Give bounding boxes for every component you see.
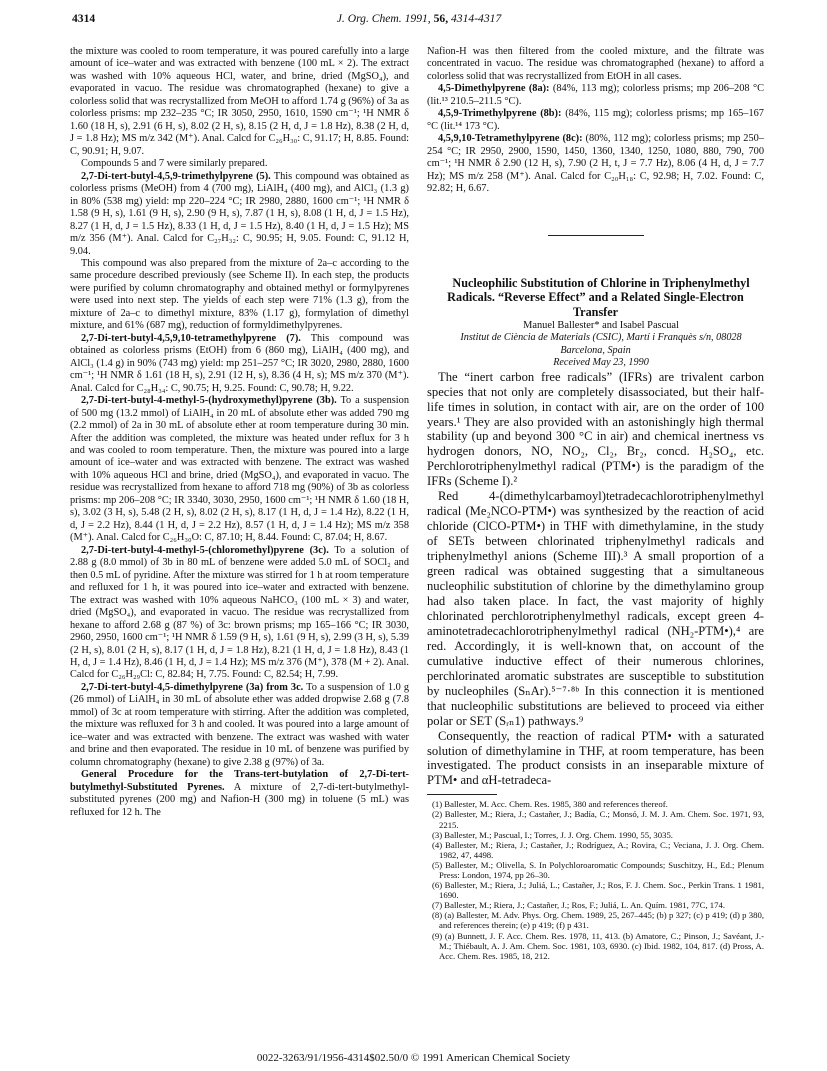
paragraph: 2,7-Di-tert-butyl-4,5,9,10-tetramethylpyrene (7). This compound was obtained as colorless prisms (EtOH) from 6 (860 mg), LiAlH₄ (400 mg), and AlCl₃ (1.4 g) in 90% (743 mg) yield: mp 251–257 °C; IR 3020, 2980, 2880, 1600 cm⁻¹; ¹H NMR δ 1.61 (18 H, s), 2.91 (12 H, s), 8.36 (4 H, s); MS m/z 370 (M⁺). Anal. Calcd for C₂₈H₃₄: C, 90.75; H, 9.25. Found: C, 90.78; H, 9.22. [70, 332, 410, 394]
running-header [72, 12, 766, 28]
journal-year: 1991, [404, 12, 431, 25]
compound-heading: 2,7-Di-tert-butyl-4,5,9,10-tetramethylpyrene (7). [81, 332, 301, 344]
article-authors: Manuel Ballester* and Isabel Pascual [523, 319, 679, 331]
left-column [70, 46, 409, 819]
paragraph: 4,5,9,10-Tetramethylpyrene (8c): (80%, 112 mg); colorless prisms; mp 250–254 °C; IR 2950, 2900, 1590, 1450, 1360, 1340, 1250, 1080, 880, 790, 700 cm⁻¹; ¹H NMR δ 2.90 (12 H, s), 7.90 (2 H, t, J = 7.7 Hz), 8.06 (4 H, d, J = 7.7 Hz); MS m/z 258 (M⁺). Anal. Calcd for C₂₀H₁₈: C, 92.98; H, 7.02. Found: C, 92.82; H, 6.67. [427, 133, 764, 195]
article-affiliation: Institut de Ciència de Materials (CSIC), Martí i Franquès s/n, 08028 Barcelona, Spain [460, 332, 742, 356]
paragraph: 4,5,9-Trimethylpyrene (8b): (84%, 115 mg); colorless prisms; mp 165–167 °C (lit.¹⁴ 173 °C). [427, 108, 764, 132]
paragraph: The “inert carbon free radicals” (IFRs) are trivalent carbon species that not only are completely disassociated, but their half-life times in solution, in contact with air, are on the order of 100 years.¹ They are also provided with an astonishingly high thermal stability (up and beyond 300 °C in air) and chemical inertness vs hydrogen donors, NO, NO₂, Cl₂, Br₂, concd. H₂SO₄, etc. Perchlorotriphenylmethyl radical (PTM•) is the paradigm of the IFRs (Scheme I).² [427, 369, 764, 489]
compound-heading: General Procedure for the Trans-tert-butylation of 2,7-Di-tert-butylmethyl-Substituted Pyrenes. [70, 769, 409, 793]
footnote: (1) Ballester, M. Acc. Chem. Res. 1985, 380 and references thereof. [432, 799, 668, 810]
compound-heading: 2,7-Di-tert-butyl-4,5,9-trimethylpyrene (5). [81, 170, 271, 182]
paragraph: 2,7-Di-tert-butyl-4-methyl-5-(hydroxymethyl)pyrene (3b). To a suspension of 500 mg (13.2 mmol) of LiAlH₄ in 20 mL of absolute ether was added 790 mg (2.2 mmol) of 2a in 30 mL of absolute ether at room temperature during 30 min. After the addition was completed, the mixture was heated under reflux for 3 h and was cooled to room temperature. Then, the mixture was poured into a large amount of ice–water and was extracted with benzene. The extract was washed with 10% aqueous HCl and brine, dried (MgSO₄), and evaporated in vacuo. The residue was recrystallized from hexane to afford 718 mg (90%) of 3b as colorless prisms: mp 206–208 °C; IR 3340, 3030, 2950, 1600 cm⁻¹; ¹H NMR δ 1.60 (18 H, s), 3.02 (3 H, s), 5.48 (2 H, s), 8.02 (2 H, s), 8.17 (1 H, d, J = 1.4 Hz), 8.22 (1 H, d, J = 2.2 Hz), 8.44 (1 H, d, J = 2.2 Hz), 8.57 (1 H, d, J = 1.4 Hz); MS m/z 358 (M⁺). Anal. Calcd for C₂₆H₃₀O: C, 87.10; H, 8.44. Found: C, 87.04; H, 8.67. [70, 395, 409, 544]
page-number: 4314 [72, 12, 96, 25]
article-title: Nucleophilic Substitution of Chlorine in Triphenylmethyl Radicals. “Reverse Effect” and a Related Single-Electron Transfer [447, 275, 750, 320]
journal-volume: 56, [433, 12, 449, 25]
compound-heading: 4,5,9,10-Tetramethylpyrene (8c): [438, 133, 583, 145]
copyright-footer: 0022-3263/91/1956-4314$02.50/0 © 1991 American Chemical Society [256, 1052, 571, 1064]
compound-heading: 2,7-Di-tert-butyl-4,5-dimethylpyrene (3a) from 3c. [81, 681, 304, 693]
compound-heading: 4,5-Dimethylpyrene (8a): [438, 83, 550, 95]
right-column [427, 46, 764, 961]
footnote: (3) Ballester, M.; Pascual, I.; Torres, J. J. Org. Chem. 1990, 55, 3035. [432, 829, 673, 840]
journal-name: J. Org. Chem. [336, 12, 402, 25]
footnote: (7) Ballester, M.; Riera, J.; Castañer, J.; Ros, F.; Juliá, L. An. Quím. 1981, 77C, 174. [432, 900, 725, 911]
paragraph: Compounds 5 and 7 were similarly prepared. [81, 158, 268, 170]
footnotes [427, 799, 764, 961]
paragraph: Consequently, the reaction of radical PTM• with a saturated solution of dimethylamine in THF, at room temperature, has been investigated. The product consists in an inseparable mixture of PTM• and αH-tetradeca- [427, 728, 764, 788]
journal-pages: 4314-4317 [451, 12, 502, 25]
paragraph: 2,7-Di-tert-butyl-4,5,9-trimethylpyrene (5). This compound was obtained as colorless prisms (MeOH) from 4 (700 mg), LiAlH₄ (400 mg), and AlCl₃ (1.3 g) in 80% (538 mg) yield: mp 220–224 °C; IR 2980, 2880, 1600 cm⁻¹; ¹H NMR δ 1.58 (9 H, s), 1.61 (9 H, s), 2.90 (9 H, s), 7.87 (1 H, s), 8.08 (1 H, d, J = 1.5 Hz), 8.27 (1 H, d, J = 1.5 Hz), 8.33 (1 H, d, J = 1.5 Hz), 8.40 (1 H, d, J = 1.5 Hz); MS m/z 356 (M⁺). Anal. Calcd for C₂₇H₃₂: C, 90.95; H, 9.05. Found: C, 91.12 H, 9.04. [70, 170, 409, 257]
paragraph: This compound was also prepared from the mixture of 2a–c according to the same procedure described previously (see Scheme II). In each step, the products were purified by column chromatography and obtained methyl or formylpyrenes were used into next step. The yields of each step were 71% (1.3 g), from the mixture of 2a–c to dimethyl mixture, 83% (1.17 g), formylation of dimethyl mixture, and 61% (687 mg), reduction of formyldimethylpyrenes. [70, 257, 409, 332]
footnote: (6) Ballester, M.; Riera, J.; Juliá, L.; Castañer, J.; Ros, F. J. Chem. Soc., Perkin Trans. 1 1981, 1690. [432, 880, 764, 901]
footnote: (4) Ballester, M.; Riera, J.; Castañer, J.; Rodríguez, A.; Rovira, C.; Veciana, J. J. Org. Chem. 1982, 47, 4498. [432, 839, 764, 860]
paragraph: the mixture was cooled to room temperature, it was poured carefully into a large amount of ice–water and was extracted with benzene (100 mL × 2). The extract was washed with 10% aqueous HCl, water, and brine, dried (MgSO₄), and evaporated in vacuo. The residue was chromatographed (hexane) to give a colorless solid that was recrystallized from MeOH to afford 1.74 g (96%) of 3a as colorless prisms: mp 232–235 °C; IR 3050, 2950, 1610, 1590 cm⁻¹; ¹H NMR δ 1.60 (18 H, s), 2.91 (6 H, s), 8.02 (2 H, s), 8.15 (2 H, d, J = 1.8 Hz), 8.38 (2 H, d, J = 1.8 Hz); MS m/z 342 (M⁺). Anal. Calcd for C₂₆H₃₀: C, 91.17; H, 8.85. Found: C, 90.91; H, 9.07. [70, 46, 409, 157]
footnote: (5) Ballester, M.; Olivella, S. In Polychloroaromatic Compounds; Suschitzy, H., Ed.; Plenum Press: London, 1974, pp 26–30. [432, 859, 764, 881]
paragraph: 4,5-Dimethylpyrene (8a): (84%, 113 mg); colorless prisms; mp 206–208 °C (lit.¹³ 210.5–211.5 °C). [427, 83, 764, 107]
received-date: Received May 23, 1990 [553, 357, 649, 369]
compound-heading: 2,7-Di-tert-butyl-4-methyl-5-(chloromethyl)pyrene (3c). [81, 544, 329, 556]
footnote: (9) (a) Bunnett, J. F. Acc. Chem. Res. 1978, 11, 413. (b) Amatore, C.; Pinson, J.; Savéant, J.-M.; Thiébault, A. J. Am. Chem. Soc. 1981, 103, 6930. (c) Ibid. 1982, 104, 817. (d) Pross, A. Acc. Chem. Res. 1985, 18, 212. [432, 930, 764, 961]
paragraph: General Procedure for the Trans-tert-butylation of 2,7-Di-tert-butylmethyl-Substituted Pyrenes. A mixture of 2,7-di-tert-butylmethyl-substituted pyrenes (200 mg) and Nafion-H (300 mg) in toluene (5 mL) was refluxed for 12 h. The [70, 769, 409, 818]
footnote-divider [427, 794, 497, 795]
paragraph: 2,7-Di-tert-butyl-4,5-dimethylpyrene (3a) from 3c. To a suspension of 1.0 g (26 mmol) of LiAlH₄ in 30 mL of absolute ether was added dropwise 2.68 g (7.8 mmol) of 3c at room temperature with stirring. After the addition was completed, the mixture was refluxed for 3 h and cooled. It was poured into a large amount of ice–water and was extracted with benzene. The extract was washed with water and brine and then evaporated. The residue in 10 mL of benzene was purified by column chromatography (hexane) to give 2.38 g (97%) of 3a. [70, 681, 410, 768]
article-body [427, 370, 764, 789]
journal-citation [72, 12, 766, 25]
paragraph: 2,7-Di-tert-butyl-4-methyl-5-(chloromethyl)pyrene (3c). To a solution of 2.88 g (8.0 mmol) of 3b in 80 mL of benzene were added 5.0 mL of SOCl₂ and then 0.5 mL of pyridine. After the mixture was stirred for 1 h at room temperature and refluxed for 1 h, it was poured into ice–water and extracted with benzene. The extract was washed with 10% aqueous NaHCO₃ (100 mL × 3) and water, dried (MgSO₄), and evaporated in vacuo. The residue was recrystallized from hexane to afford 2.68 g (87 %) of 3c: brown prisms; mp 165–166 °C; IR 3030, 2960, 2950, 1600 cm⁻¹; ¹H NMR δ 1.59 (9 H, s), 1.61 (9 H, s), 2.99 (3 H, s), 5.39 (2 H, s), 8.01 (2 H, s), 8.17 (1 H, d, J = 1.8 Hz), 8.21 (1 H, d, J = 1.8 Hz), 8.43 (1 H, d, J = 1.4 Hz), 8.46 (1 H, d, J = 1.4 Hz); MS m/z 376 (M⁺), 378 (M + 2). Anal. Calcd for C₂₆H₂₉Cl: C, 82.84; H, 7.75. Found: C, 82.54; H, 7.99. [70, 544, 410, 681]
footnote: (2) Ballester, M.; Riera, J.; Castañer, J.; Badía, C.; Monsó, J. M. J. Am. Chem. Soc. 1971, 93, 2215. [432, 809, 764, 830]
compound-heading: 4,5,9-Trimethylpyrene (8b): [438, 108, 562, 120]
paragraph: Nafion-H was then filtered from the cooled mixture, and the filtrate was concentrated in vacuo. The residue was chromatographed (hexane) to afford a colorless solid that was recrystallized from EtOH in all cases. [427, 46, 764, 82]
compound-heading: 2,7-Di-tert-butyl-4-methyl-5-(hydroxymethyl)pyrene (3b). [81, 395, 337, 407]
paragraph: Red 4-(dimethylcarbamoyl)tetradecachlorotriphenylmethyl radical (Me₂NCO-PTM•) was synthesized by the reaction of acid chloride (ClCO-PTM•) in THF with dimethylamine, in the study of SETs between chlorinated triphenylmethyl radicals and triphenylmethyl anions (Scheme III).³ A small proportion of a green radical was obtained suggesting that a simultaneous nucleophilic substitution of chlorine by the dimethylamino group had also taken place. In fact, the vast majority of highly chlorinated perchlorotriphenylmethyl radicals, except green 4-aminotetradecachlorotriphenylmethyl radical (NH₂-PTM•),⁴ are red. Accordingly, it is well-known that, on account of the cumulative inductive effect of their numerous chlorines, perchlorinated aromatic substrates are susceptible to substitution by nucleophiles (SₙAr).⁵⁻⁷·⁸ᵇ In this connection it is mentioned that nucleophilic substitutions are believed to proceed via either polar or SET (Sᵣₙ1) pathways.⁹ [427, 489, 764, 728]
section-divider [548, 235, 644, 236]
footnote: (8) (a) Ballester, M. Adv. Phys. Org. Chem. 1989, 25, 267–445; (b) p 327; (c) p 419; (d) p 380, and references therein; (e) p 419; (f) p 431. [432, 910, 764, 931]
